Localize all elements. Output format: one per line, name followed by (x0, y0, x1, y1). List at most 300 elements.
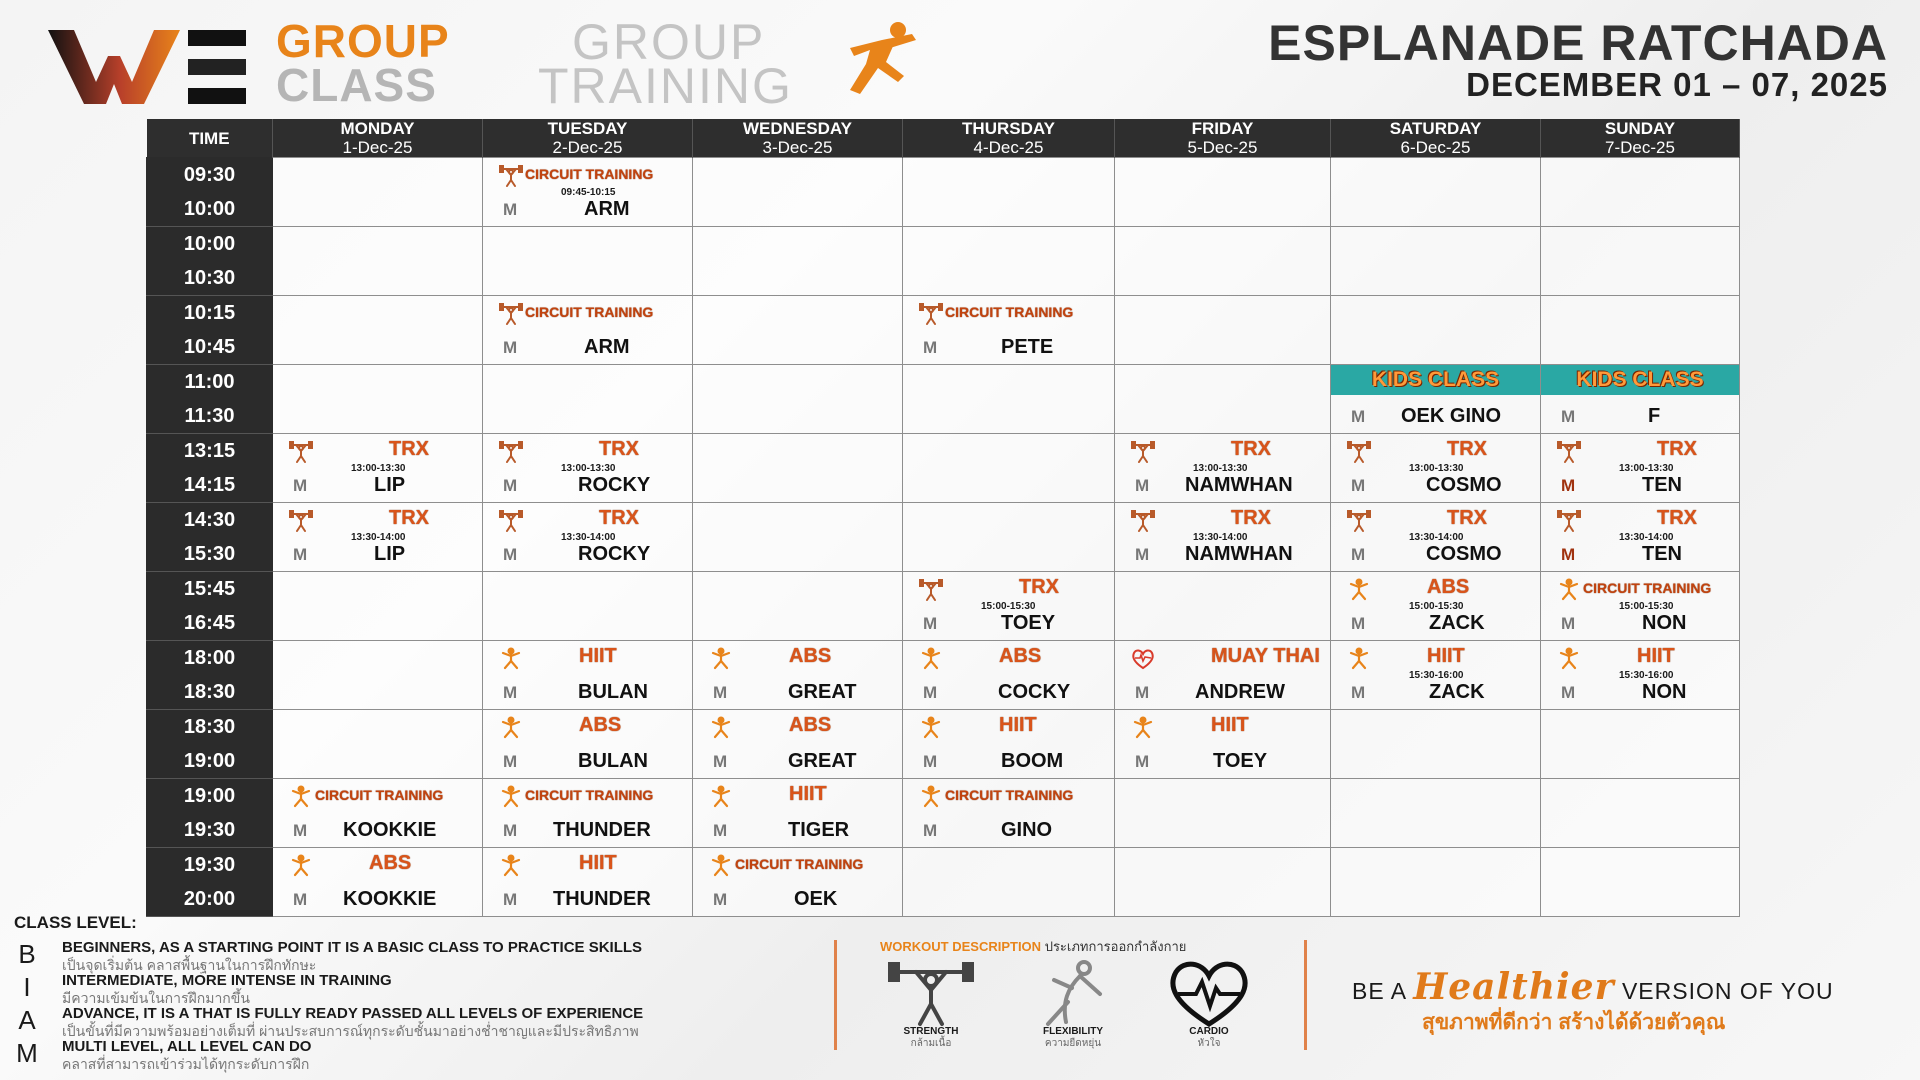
cardio-th: หัวใจ (1197, 1038, 1221, 1049)
empty-cell (483, 365, 693, 434)
class-line: CLASS (276, 59, 437, 111)
level-badge: M (293, 476, 308, 495)
end-time: 10:00 (183, 198, 236, 220)
class-cell-saturday[interactable] (1331, 572, 1541, 641)
class-name: TRX (599, 507, 639, 529)
class-card[interactable] (1331, 641, 1540, 708)
flexibility-icon (289, 854, 313, 878)
class-name: HIIT (999, 714, 1037, 736)
end-time: 18:30 (183, 681, 236, 703)
class-card[interactable] (1115, 710, 1330, 777)
class-cell-thursday[interactable] (903, 710, 1115, 779)
empty-cell (903, 227, 1115, 296)
instructor-name: ZACK (1429, 612, 1485, 634)
empty-cell (1541, 848, 1740, 917)
level-badge: M (293, 821, 308, 840)
class-card[interactable] (693, 848, 902, 915)
class-cell-thursday[interactable] (903, 296, 1115, 365)
class-card[interactable] (1115, 641, 1330, 708)
workout-title-thai: ประเภทการออกกำลังกาย (1044, 939, 1187, 954)
class-card[interactable] (1541, 572, 1739, 639)
slogan-thai: สุขภาพที่ดีกว่า สร้างได้ด้วยตัวคุณ (1422, 1011, 1726, 1034)
level-badge: M (503, 200, 518, 219)
level-badge: M (713, 821, 728, 840)
level-badge: M (1561, 614, 1576, 633)
class-time: 13:00-13:30 (1193, 463, 1248, 474)
empty-cell (1115, 227, 1331, 296)
empty-cell (1115, 365, 1331, 434)
level-badge: M (1351, 407, 1366, 426)
slogan-post: VERSION OF YOU (1621, 978, 1834, 1004)
class-cell-tuesday[interactable] (483, 641, 693, 710)
instructor-name: COSMO (1426, 543, 1502, 565)
empty-cell (1115, 779, 1331, 848)
start-time: 11:00 (184, 371, 235, 393)
class-card[interactable] (273, 503, 482, 570)
day-header-sunday (1541, 119, 1740, 158)
class-name: CIRCUIT TRAINING (1583, 580, 1712, 596)
schedule-row (147, 848, 1740, 917)
class-card[interactable] (1541, 434, 1739, 501)
strength-label (871, 1026, 991, 1050)
class-name: CIRCUIT TRAINING (525, 787, 654, 803)
instructor-name: NON (1642, 612, 1687, 634)
class-cell-monday[interactable] (273, 848, 483, 917)
empty-cell (1115, 848, 1331, 917)
strength-icon (1557, 509, 1581, 533)
class-cell-tuesday[interactable] (483, 503, 693, 572)
class-card[interactable] (903, 710, 1114, 777)
level-badge: M (713, 752, 728, 771)
class-card[interactable] (483, 641, 692, 708)
day-header-saturday (1331, 119, 1541, 158)
start-time: 10:00 (183, 233, 236, 255)
strength-icon (1557, 440, 1581, 464)
empty-cell (1331, 158, 1541, 227)
flexibility-icon (1028, 958, 1118, 1028)
start-time: 13:15 (183, 440, 236, 462)
class-cell-tuesday[interactable] (483, 848, 693, 917)
empty-cell (273, 227, 483, 296)
instructor-name: GINO (1001, 819, 1053, 841)
empty-cell (483, 572, 693, 641)
empty-cell (273, 572, 483, 641)
legend-text-thai: มีความเข้มข้นในการฝึกมากขึ้น (62, 990, 250, 1006)
kids-class-banner (1541, 365, 1739, 395)
class-time: 13:30-14:00 (1619, 532, 1674, 543)
empty-cell (273, 296, 483, 365)
time-cell (147, 710, 273, 779)
day-name: WEDNESDAY (743, 119, 852, 138)
date-range: DECEMBER 01 – 07, 2025 (1466, 66, 1888, 103)
class-card[interactable] (1331, 434, 1540, 501)
schedule-row (147, 572, 1740, 641)
strength-icon (1347, 509, 1371, 533)
empty-cell (1541, 227, 1740, 296)
empty-cell (903, 434, 1115, 503)
class-card[interactable] (483, 434, 692, 501)
class-card[interactable] (1541, 365, 1739, 432)
class-cell-tuesday[interactable] (483, 296, 693, 365)
instructor-name: TEN (1642, 474, 1682, 496)
class-name: TRX (1447, 507, 1487, 529)
strength-en: STRENGTH (903, 1026, 959, 1037)
class-cell-tuesday[interactable] (483, 779, 693, 848)
instructor-name: THUNDER (553, 819, 651, 841)
empty-cell (903, 848, 1115, 917)
divider (834, 940, 837, 1050)
class-name: CIRCUIT TRAINING (525, 166, 654, 182)
legend-text: INTERMEDIATE, MORE INTENSE IN TRAINING (62, 972, 392, 989)
empty-cell (903, 503, 1115, 572)
instructor-name: THUNDER (553, 888, 651, 910)
instructor-name: TOEY (1213, 750, 1268, 772)
instructor-name: KOOKKIE (343, 819, 437, 841)
instructor-name: PETE (1001, 336, 1054, 358)
class-card[interactable] (1115, 434, 1330, 501)
instructor-name: KOOKKIE (343, 888, 437, 910)
level-badge: M (503, 476, 518, 495)
legend-item-multi (14, 1036, 814, 1070)
kids-class-banner (1331, 365, 1540, 395)
level-badge: M (1135, 683, 1150, 702)
level-badge: M (503, 821, 518, 840)
flexibility-icon (1131, 716, 1155, 740)
class-cell-sunday[interactable] (1541, 434, 1740, 503)
level-badge: M (1135, 545, 1150, 564)
end-time: 11:30 (184, 405, 235, 427)
class-name: MUAY THAI (1211, 645, 1320, 667)
class-name: TRX (1657, 507, 1697, 529)
strength-icon (1347, 440, 1371, 464)
class-name: ABS (999, 645, 1042, 667)
time-header: TIME (147, 119, 273, 158)
strength-icon (499, 440, 523, 464)
level-badge: M (923, 683, 938, 702)
class-card[interactable] (483, 710, 692, 777)
empty-cell (693, 296, 903, 365)
instructor-name: NON (1642, 681, 1687, 703)
level-badge: M (923, 338, 938, 357)
instructor-name: BULAN (578, 750, 648, 772)
flexibility-label (1013, 1026, 1133, 1050)
class-cell-tuesday[interactable] (483, 710, 693, 779)
class-cell-saturday[interactable] (1331, 641, 1541, 710)
instructor-name: ARM (584, 198, 630, 220)
strength-icon (289, 440, 313, 464)
flexibility-icon (1347, 647, 1371, 671)
flexibility-icon (1557, 578, 1581, 602)
instructor-name: LIP (374, 543, 406, 565)
class-card[interactable] (483, 503, 692, 570)
class-cell-sunday[interactable] (1541, 503, 1740, 572)
class-cell-tuesday[interactable] (483, 158, 693, 227)
class-name: TRX (1019, 576, 1059, 598)
start-time: 19:00 (183, 785, 236, 807)
flexibility-icon (919, 716, 943, 740)
schedule-row (147, 296, 1740, 365)
time-cell (147, 365, 273, 434)
class-cell-wednesday[interactable] (693, 641, 903, 710)
instructor-name: GREAT (788, 750, 857, 772)
class-cell-wednesday[interactable] (693, 710, 903, 779)
class-cell-thursday[interactable] (903, 641, 1115, 710)
class-card[interactable] (693, 779, 902, 846)
class-card[interactable] (1331, 572, 1540, 639)
instructor-name: GREAT (788, 681, 857, 703)
empty-cell (1331, 710, 1541, 779)
class-cell-sunday[interactable] (1541, 641, 1740, 710)
class-time: 13:30-14:00 (351, 532, 406, 543)
empty-cell (273, 158, 483, 227)
class-card[interactable] (903, 779, 1114, 846)
class-name: HIIT (1637, 645, 1675, 667)
level-badge: M (923, 752, 938, 771)
class-name: ABS (579, 714, 622, 736)
schedule-row (147, 227, 1740, 296)
class-card[interactable] (483, 158, 692, 225)
class-time: 13:00-13:30 (1409, 463, 1464, 474)
class-cell-friday[interactable] (1115, 710, 1331, 779)
instructor-name: TOEY (1001, 612, 1056, 634)
class-card[interactable] (483, 848, 692, 915)
class-time: 15:00-15:30 (1409, 601, 1464, 612)
class-card[interactable] (273, 434, 482, 501)
schedule-row (147, 779, 1740, 848)
end-time: 19:00 (183, 750, 236, 772)
class-name: CIRCUIT TRAINING (945, 304, 1074, 320)
class-cell-saturday[interactable] (1331, 434, 1541, 503)
start-time: 10:15 (183, 302, 236, 324)
class-name: TRX (1657, 438, 1697, 460)
instructor-name: BULAN (578, 681, 648, 703)
slogan (1352, 966, 1834, 1008)
class-time: 15:00-15:30 (981, 601, 1036, 612)
outline-group: GROUP (572, 14, 766, 70)
time-cell (147, 641, 273, 710)
start-time: 14:30 (183, 509, 236, 531)
time-cell (147, 296, 273, 365)
empty-cell (903, 365, 1115, 434)
class-cell-tuesday[interactable] (483, 434, 693, 503)
class-cell-saturday[interactable] (1331, 503, 1541, 572)
level-badge: M (293, 890, 308, 909)
class-cell-saturday[interactable] (1331, 365, 1541, 434)
class-cell-sunday[interactable] (1541, 572, 1740, 641)
instructor-name: LIP (374, 474, 406, 496)
flexibility-icon (499, 785, 523, 809)
level-badge: M (1561, 407, 1576, 426)
strength-icon (289, 509, 313, 533)
empty-cell (1541, 710, 1740, 779)
class-name: ABS (1427, 576, 1470, 598)
empty-cell (1541, 158, 1740, 227)
class-cell-friday[interactable] (1115, 641, 1331, 710)
empty-cell (273, 710, 483, 779)
start-time: 18:30 (183, 716, 236, 738)
day-date: 3-Dec-25 (762, 138, 833, 157)
class-cell-sunday[interactable] (1541, 365, 1740, 434)
strength-icon (1131, 440, 1155, 464)
strength-icon (919, 302, 943, 326)
class-cell-friday[interactable] (1115, 434, 1331, 503)
empty-cell (693, 503, 903, 572)
cardio-icon (1164, 958, 1254, 1028)
legend-text-thai: คลาสที่สามารถเข้าร่วมได้ทุกระดับการฝึก (62, 1056, 310, 1072)
class-name: HIIT (579, 645, 617, 667)
class-card[interactable] (903, 296, 1114, 363)
class-cell-thursday[interactable] (903, 779, 1115, 848)
class-card[interactable] (693, 641, 902, 708)
class-time: 13:00-13:30 (1619, 463, 1674, 474)
class-card[interactable] (273, 848, 482, 915)
outline-training: TRAINING (538, 58, 793, 114)
time-cell (147, 503, 273, 572)
class-card[interactable] (1115, 503, 1330, 570)
time-cell (147, 848, 273, 917)
time-cell (147, 572, 273, 641)
empty-cell (483, 227, 693, 296)
strength-icon (499, 164, 523, 188)
class-name: ABS (369, 852, 412, 874)
schedule-row (147, 503, 1740, 572)
day-date: 5-Dec-25 (1187, 138, 1258, 157)
class-cell-monday[interactable] (273, 434, 483, 503)
time-cell (147, 779, 273, 848)
level-badge: M (1351, 683, 1366, 702)
class-card[interactable] (693, 710, 902, 777)
class-cell-wednesday[interactable] (693, 779, 903, 848)
level-badge: M (713, 683, 728, 702)
empty-cell (693, 434, 903, 503)
empty-cell (1115, 296, 1331, 365)
flexibility-icon (499, 647, 523, 671)
empty-cell (1541, 296, 1740, 365)
class-card[interactable] (483, 779, 692, 846)
class-name: CIRCUIT TRAINING (315, 787, 444, 803)
class-card[interactable] (903, 641, 1114, 708)
instructor-name: NAMWHAN (1185, 474, 1293, 496)
empty-cell (1115, 572, 1331, 641)
flexibility-th: ความยืดหยุ่น (1044, 1038, 1102, 1049)
strength-icon (886, 958, 976, 1028)
workout-description-title (880, 936, 1186, 957)
class-time: 13:00-13:30 (351, 463, 406, 474)
class-name: TRX (1231, 438, 1271, 460)
day-header-friday (1115, 119, 1331, 158)
end-time: 20:00 (183, 888, 236, 910)
day-name: MONDAY (340, 119, 415, 138)
flexibility-icon (709, 716, 733, 740)
class-cell-thursday[interactable] (903, 572, 1115, 641)
workout-title: WORKOUT DESCRIPTION (880, 939, 1042, 954)
day-name: THURSDAY (962, 119, 1055, 138)
schedule-row (147, 641, 1740, 710)
instructor-name: ROCKY (578, 543, 651, 565)
legend-letter: I (23, 972, 31, 1002)
schedule-row (147, 434, 1740, 503)
class-card[interactable] (903, 572, 1114, 639)
class-cell-monday[interactable] (273, 779, 483, 848)
empty-cell (693, 572, 903, 641)
day-name: SATURDAY (1389, 119, 1482, 138)
class-card[interactable] (483, 296, 692, 363)
day-header-tuesday (483, 119, 693, 158)
start-time: 09:30 (183, 164, 236, 186)
level-badge: M (503, 545, 518, 564)
class-name: CIRCUIT TRAINING (735, 856, 864, 872)
schedule-row (147, 710, 1740, 779)
level-badge: M (503, 683, 518, 702)
instructor-name: BOOM (1001, 750, 1064, 772)
class-time: 15:30-16:00 (1619, 670, 1674, 681)
day-date: 7-Dec-25 (1605, 138, 1675, 157)
legend-text: BEGINNERS, AS A STARTING POINT IT IS A BASIC CLASS TO PRACTICE SKILLS (62, 939, 643, 956)
class-name: KIDS CLASS (1371, 368, 1500, 391)
flexibility-icon (499, 716, 523, 740)
strength-icon (499, 302, 523, 326)
schedule-row (147, 158, 1740, 227)
flexibility-icon (1557, 647, 1581, 671)
class-name: KIDS CLASS (1576, 368, 1704, 391)
instructor-name: OEK GINO (1401, 405, 1502, 427)
strength-icon (919, 578, 943, 602)
empty-cell (1331, 848, 1541, 917)
class-card[interactable] (1541, 641, 1739, 708)
level-badge: M (1135, 476, 1150, 495)
class-card[interactable] (1541, 503, 1739, 570)
flexibility-icon (1347, 578, 1371, 602)
class-cell-wednesday[interactable] (693, 848, 903, 917)
end-time: 15:30 (183, 543, 236, 565)
strength-icon (1131, 509, 1155, 533)
legend-item-beginner (14, 937, 814, 971)
end-time: 10:30 (183, 267, 236, 289)
legend-title: CLASS LEVEL: (14, 913, 137, 932)
day-name: TUESDAY (547, 119, 628, 138)
class-time: 13:30-14:00 (1193, 532, 1248, 543)
group-line: GROUP (276, 15, 450, 67)
class-time: 13:30-14:00 (561, 532, 616, 543)
class-time: 15:30-16:00 (1409, 670, 1464, 681)
class-cell-monday[interactable] (273, 503, 483, 572)
level-badge: M (1351, 476, 1366, 495)
time-cell (147, 158, 273, 227)
class-card[interactable] (1331, 503, 1540, 570)
day-date: 6-Dec-25 (1400, 138, 1471, 157)
empty-cell (693, 365, 903, 434)
class-card[interactable] (273, 779, 482, 846)
level-badge: M (503, 752, 518, 771)
flexibility-en: FLEXIBILITY (1043, 1026, 1103, 1037)
empty-cell (903, 158, 1115, 227)
day-date: 1-Dec-25 (342, 138, 413, 157)
empty-cell (693, 158, 903, 227)
end-time: 10:45 (183, 336, 236, 358)
legend-text: MULTI LEVEL, ALL LEVEL CAN DO (62, 1038, 312, 1055)
runner-icon (820, 18, 930, 104)
legend-item-intermediate (14, 970, 814, 1004)
schedule-row (147, 365, 1740, 434)
class-time: 15:00-15:30 (1619, 601, 1674, 612)
start-time: 18:00 (183, 647, 236, 669)
class-cell-friday[interactable] (1115, 503, 1331, 572)
flexibility-icon (499, 854, 523, 878)
class-time: 09:45-10:15 (561, 187, 616, 198)
level-badge: M (923, 614, 938, 633)
class-card[interactable] (1331, 365, 1540, 432)
day-header-monday (273, 119, 483, 158)
